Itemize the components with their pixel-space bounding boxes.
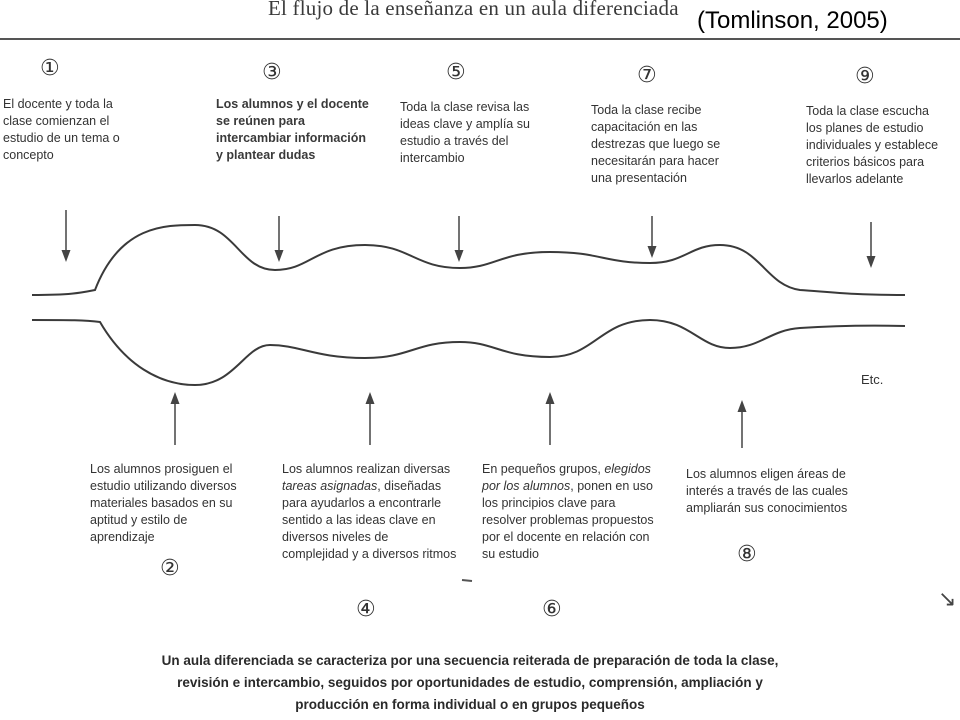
step-number-1: ① [40, 56, 60, 81]
step-text-4: Los alumnos realizan diversas tareas asignadas, diseñadas para ayudarlos a encontrarle sentido a las ideas clave en diversos niveles de complejidad y a diversos ritmos [282, 462, 457, 561]
svg-text:↘: ↘ [938, 587, 957, 612]
step-number-8: ⑧ [737, 542, 757, 567]
arrows-up [175, 398, 742, 448]
step-number-6: ⑥ [542, 597, 562, 622]
step-number-4: ④ [356, 597, 376, 622]
citation: (Tomlinson, 2005) [697, 7, 888, 34]
step-text-8: Los alumnos eligen áreas de interés a través de las cuales ampliarán sus conocimientos [686, 467, 848, 515]
step-text-2: Los alumnos prosiguen el estudio utilizando diversos materiales basados en su aptitud y estilo de aprendizaje [90, 462, 237, 544]
etc-label: Etc. [861, 372, 884, 387]
step-number-2: ② [160, 556, 180, 581]
step-number-3: ③ [262, 60, 282, 85]
step-number-7: ⑦ [637, 63, 657, 88]
diagram-caption: Un aula diferenciada se caracteriza por una secuencia reiterada de preparación de toda la clase, revisión e intercambio, seguidos por oportunidades de estudio, comprensión, ampliación y producción en forma individual o en grupos pequeños [161, 653, 779, 712]
step-number-5: ⑤ [446, 60, 466, 85]
diagram-title: El flujo de la enseñanza en un aula diferenciada [268, 0, 679, 20]
step-text-5: Toda la clase revisa las ideas clave y amplía su estudio a través del intercambio [400, 100, 530, 165]
lower-flow-curve [32, 320, 905, 385]
step-number-9: ⑨ [855, 64, 875, 89]
step-text-3: Los alumnos y el docente se reúnen para intercambiar información y plantear dudas [216, 97, 369, 162]
step-text-1: El docente y toda la clase comienzan el estudio de un tema o concepto [3, 97, 120, 162]
step-text-6: En pequeños grupos, elegidos por los alumnos, ponen en uso los principios clave para resolver problemas propuestos por el docente en relación con su estudio [482, 462, 654, 561]
step-text-7: Toda la clase recibe capacitación en las destrezas que luego se necesitarán para hacer una presentación [591, 103, 721, 185]
step-text-9: Toda la clase escucha los planes de estudio individuales y establece criterios básicos para llevarlos adelante [806, 104, 939, 186]
upper-flow-curve [32, 225, 905, 295]
